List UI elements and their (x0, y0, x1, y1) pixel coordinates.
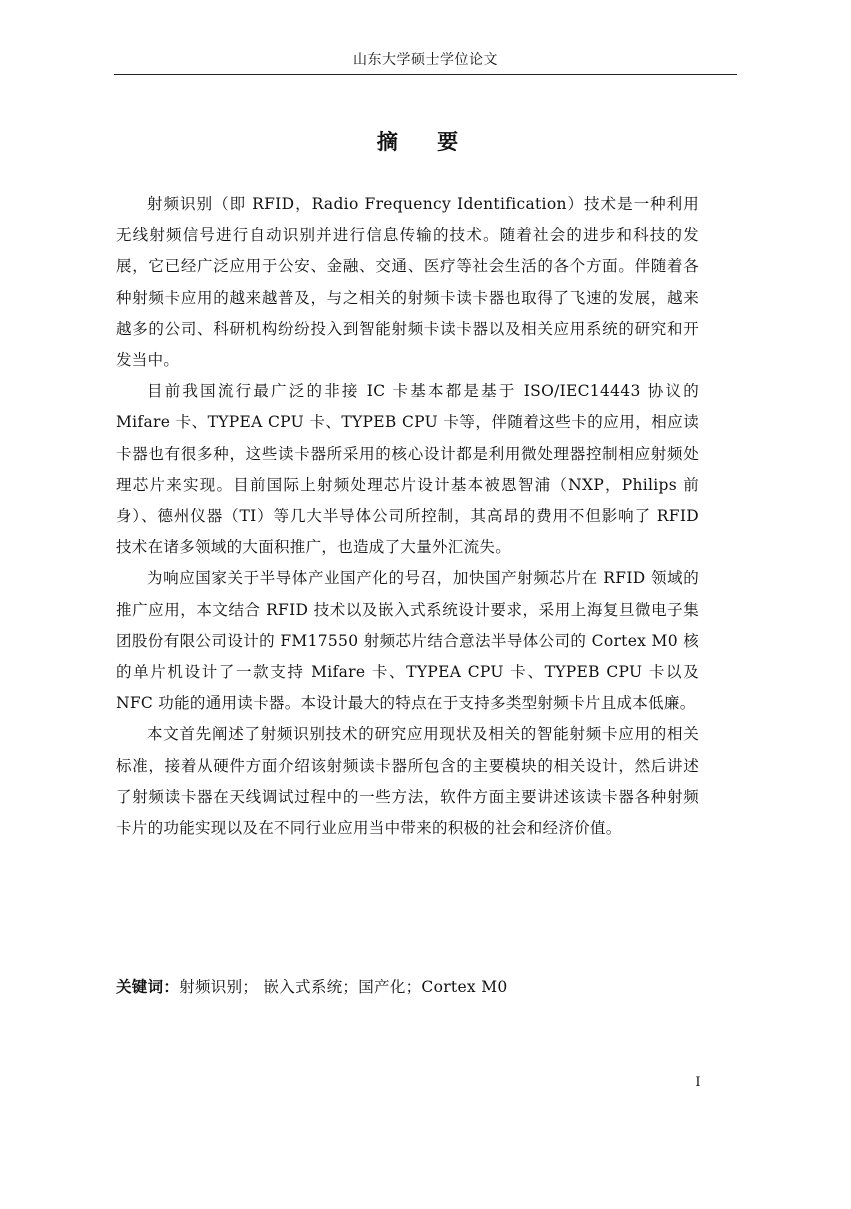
abstract-body (116, 189, 699, 844)
paragraph-4: 本文首先阐述了射频识别技术的研究应用现状及相关的智能射频卡应用的相关标准，接着从硬件方面介绍该射频读卡器所包含的主要模块的相关设计，然后讲述了射频读卡器在天线调试过程中的一些方法，软件方面主要讲述该读卡器各种射频卡片的功能实现以及在不同行业应用当中带来的积极的社会和经济价值。 (116, 725, 699, 838)
paragraph-3: 为响应国家关于半导体产业国产化的号召，加快国产射频芯片在 RFID 领域的推广应用，本文结合 RFID 技术以及嵌入式系统设计要求，采用上海复旦微电子集团股份有限公司设计的 FM17550 射频芯片结合意法半导体公司的 Cortex M0 核的单片机设计了一款支持 Mifare 卡、TYPEA CPU 卡、TYPEB CPU 卡以及 NFC 功能的通用读卡器。本设计最大的特点在于支持多类型射频卡片且成本低廉。 (116, 569, 699, 713)
page-number: I (695, 1075, 701, 1090)
header-rule (114, 74, 737, 75)
abstract-title: 摘 要 (376, 130, 475, 154)
keywords-text: 射频识别； 嵌入式系统；国产化；Cortex M0 (179, 978, 508, 996)
paragraph-2: 目前我国流行最广泛的非接 IC 卡基本都是基于 ISO/IEC14443 协议的 Mifare 卡、TYPEA CPU 卡、TYPEB CPU 卡等，伴随着这些卡的应用，相应读卡器也有很多种，这些读卡器所采用的核心设计都是利用微处理器控制相应射频处理芯片来实现。目前国际上射频处理芯片设计基本被恩智浦（NXP，Philips 前身）、德州仪器（TI）等几大半导体公司所控制，其高昂的费用不但影响了 RFID 技术在诸多领域的大面积推广，也造成了大量外汇流失。 (116, 382, 699, 557)
paragraph-1: 射频识别（即 RFID，Radio Frequency Identification）技术是一种利用无线射频信号进行自动识别并进行信息传输的技术。随着社会的进步和科技的发展，它已经广泛应用于公安、金融、交通、医疗等社会生活的各个方面。伴随着各种射频卡应用的越来越普及，与之相关的射频卡读卡器也取得了飞速的发展，越来越多的公司、科研机构纷纷投入到智能射频卡读卡器以及相关应用系统的研究和开发当中。 (116, 195, 699, 370)
keywords (116, 972, 699, 1003)
running-header: 山东大学硕士学位论文 (353, 52, 498, 68)
keywords-label: 关键词： (116, 978, 180, 996)
